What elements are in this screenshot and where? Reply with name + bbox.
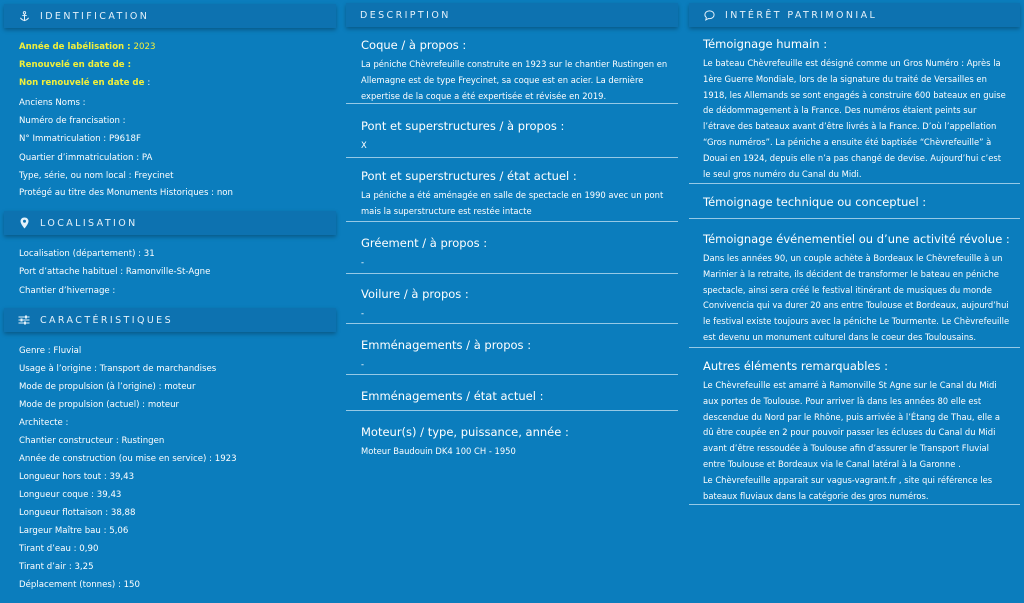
divider	[346, 157, 678, 158]
block-text: La péniche Chèvrefeuille construite en 1923 sur le chantier Rustingen en Allemagne est de type Freycinet, sa coque est en acier. La dernière expertise de la coque a été expertisée et révisée en 2019.	[361, 59, 668, 101]
divider	[689, 183, 1020, 184]
block-moteur	[361, 425, 678, 460]
field-monuments-historiques: Protégé au titre des Monuments Historiques : non	[19, 188, 233, 198]
divider	[689, 347, 1020, 348]
description-header-label: DESCRIPTION	[360, 9, 451, 21]
block-title: Gréement / à propos :	[361, 236, 488, 250]
block-text: -	[361, 308, 365, 318]
field-port-attache: Port d’attache habituel : Ramonville-St-Agne	[19, 267, 211, 277]
field-annee-construction: Année de construction (ou mise en service) : 1923	[19, 454, 237, 464]
field-longueur-coque: Longueur coque : 39,43	[19, 490, 122, 500]
field-francisation: Numéro de francisation :	[19, 116, 126, 126]
block-title: Emménagements / à propos :	[361, 338, 532, 352]
block-pont-etat	[361, 169, 678, 220]
block-coque	[361, 38, 678, 104]
block-autres-elements	[703, 359, 1020, 504]
block-title: Emménagements / état actuel :	[361, 389, 544, 403]
divider	[689, 218, 1020, 219]
field-propulsion-actuel: Mode de propulsion (actuel) : moteur	[19, 400, 180, 410]
field-longueur-flottaison: Longueur flottaison : 38,88	[19, 508, 136, 518]
map-pin-icon	[18, 217, 30, 229]
block-title: Autres éléments remarquables :	[703, 359, 888, 373]
field-immatriculation: N° Immatriculation : P9618F	[19, 134, 141, 144]
localisation-header	[4, 211, 336, 235]
field-annee-labelisation: Année de labélisation : 2023	[19, 42, 156, 52]
field-type-serie: Type, série, ou nom local : Freycinet	[19, 171, 174, 181]
divider	[346, 374, 678, 375]
divider	[346, 323, 678, 324]
field-tirant-air: Tirant d’air : 3,25	[19, 562, 94, 572]
block-title: Voilure / à propos :	[361, 287, 469, 301]
field-largeur-maitre-bau: Largeur Maître bau : 5,06	[19, 526, 129, 536]
field-non-renouvele: Non renouvelé en date de :	[19, 78, 151, 88]
field-anciens-noms: Anciens Noms :	[19, 98, 86, 108]
block-text: X	[361, 140, 367, 150]
block-emmenagements-apropos	[361, 338, 678, 373]
field-chantier-hivernage: Chantier d’hivernage :	[19, 286, 116, 296]
block-title: Témoignage technique ou conceptuel :	[703, 195, 927, 209]
block-text: Le bateau Chèvrefeuille est désigné comme un Gros Numéro : Après la 1ère Guerre Mondiale, lors de la signature du traité de Versailles en 1918, les Allemands se sont engagés à construire 600 bateaux en guise de dédommagement à la France. Des numéros étaient peints sur l’étrave des bateaux avant d’être livrés à la France. D’où l’appellation “Gros numéros”. La péniche a ensuite été baptisée “Chèvrefeuille” à Douai en 1924, depuis elle n’a pas changé de devise. Aujourd’hui c’est le seul gros numéro du Canal du Midi.	[703, 58, 1006, 179]
identification-header-label: IDENTIFICATION	[40, 10, 150, 22]
block-title: Témoignage humain :	[703, 37, 828, 51]
block-text: La péniche a été aménagée en salle de spectacle en 1990 avec un pont mais la superstructure est restée intacte	[361, 190, 664, 216]
right-column	[689, 0, 1020, 603]
field-chantier-constructeur: Chantier constructeur : Rustingen	[19, 436, 165, 446]
block-emmenagements-etat	[361, 389, 678, 404]
block-text: -	[361, 257, 365, 267]
field-architecte: Architecte :	[19, 418, 69, 428]
block-text: -	[361, 359, 365, 369]
block-pont-apropos	[361, 119, 678, 154]
description-header	[346, 3, 678, 27]
speech-bubble-icon	[703, 9, 715, 21]
block-text: Le Chèvrefeuille est amarré à Ramonville St Agne sur le Canal du Midi aux portes de Toulouse. Pour arriver là dans les années 80 elle est descendue du Nord par le Rhône, puis arrivée à l’Étang de Thau, elle a dû être coupée en 2 pour pouvoir passer les écluses du Canal du Midi avant d’être ressoudée à Toulouse afin d’assurer le Transport Fluvial entre Toulouse et Bordeaux via le Canal latéral à la Garonne . Le Chèvrefeuille apparait sur vagus-vagrant.fr , site qui référence les bateaux fluviaux dans la catégorie des gros numéros.	[703, 380, 1000, 501]
block-greement	[361, 236, 678, 271]
divider	[346, 273, 678, 274]
identification-header	[4, 4, 336, 28]
field-localisation-departement: Localisation (département) : 31	[19, 249, 155, 259]
block-text: Moteur Baudouin DK4 100 CH - 1950	[361, 446, 516, 456]
block-temoignage-evenementiel	[703, 232, 1020, 346]
block-text: Dans les années 90, un couple achète à Bordeaux le Chèvrefeuille à un Marinier à la retraite, ils décident de transformer le bateau en péniche spectacle, ainsi sera créé le festival itinérant de musiques du monde Convivencia qui va durer 20 ans entre Toulouse et Bordeaux, aujourd’hui le festival existe toujours avec la péniche Le Tourmente. Le Chèvrefeuille est devenu un monument culturel dans le coeur des Toulousains.	[703, 253, 1010, 342]
block-title: Moteur(s) / type, puissance, année :	[361, 425, 569, 439]
field-quartier: Quartier d’immatriculation : PA	[19, 153, 153, 163]
sliders-icon	[18, 314, 30, 326]
block-title: Coque / à propos :	[361, 38, 467, 52]
anchor-icon	[18, 10, 30, 22]
middle-column	[346, 0, 678, 603]
field-genre: Genre : Fluvial	[19, 346, 82, 356]
divider	[689, 504, 1020, 505]
caracteristiques-header	[4, 308, 336, 332]
block-temoignage-humain	[703, 37, 1020, 182]
block-title: Témoignage événementiel ou d’une activité révolue :	[703, 232, 1010, 246]
block-temoignage-technique	[703, 195, 1020, 210]
divider	[346, 103, 678, 104]
field-longueur-hors-tout: Longueur hors tout : 39,43	[19, 472, 135, 482]
field-usage-origine: Usage à l’origine : Transport de marchandises	[19, 364, 217, 374]
interet-header	[689, 3, 1020, 27]
localisation-header-label: LOCALISATION	[40, 217, 138, 229]
block-title: Pont et superstructures / état actuel :	[361, 169, 577, 183]
field-deplacement: Déplacement (tonnes) : 150	[19, 580, 140, 590]
field-renouvele: Renouvelé en date de :	[19, 60, 132, 70]
interet-header-label: INTÉRÊT PATRIMONIAL	[725, 9, 878, 21]
field-tirant-eau: Tirant d’eau : 0,90	[19, 544, 99, 554]
field-propulsion-origine: Mode de propulsion (à l’origine) : moteur	[19, 382, 196, 392]
block-voilure	[361, 287, 678, 322]
divider	[346, 221, 678, 222]
divider	[346, 410, 678, 411]
block-title: Pont et superstructures / à propos :	[361, 119, 565, 133]
caracteristiques-header-label: CARACTÉRISTIQUES	[40, 314, 174, 326]
